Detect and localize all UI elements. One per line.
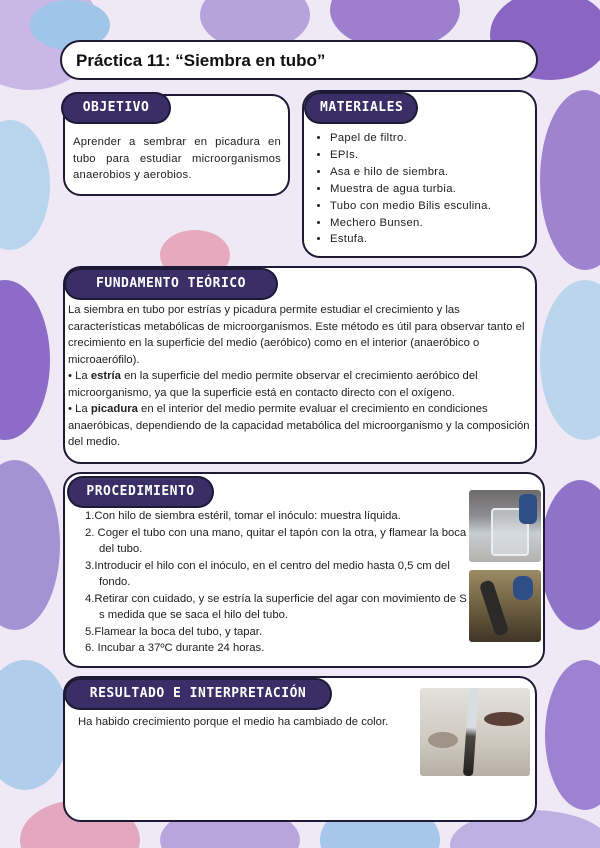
objetivo-text: Aprender a sembrar en picadura en tubo para estudiar microorganismos anaerobios y aerobios. (73, 136, 281, 181)
objetivo-heading: OBJETIVO (63, 94, 169, 122)
procedimiento-step: 3.Introducir el hilo con el inóculo, en el centro del medio hasta 0,5 cm del fondo. (85, 559, 450, 588)
procedimiento-step: 5.Flamear la boca del tubo, y tapar. (85, 625, 263, 638)
fundamento-estria: • La estría en la superficie del medio permite observar el crecimiento aeróbico del microorganismo, ya que la superficie está en contacto directo con el oxígeno. (68, 370, 478, 399)
resultado-heading: RESULTADO E INTERPRETACIÓN (66, 680, 330, 708)
fundamento-intro: La siembra en tubo por estrías y picadura permite estudiar el crecimiento y las características metabólicas de microorganismos. Este método es útil para observar tanto el crecimiento en la superficie del medio (aeróbico) como en el interior (anaeróbico o microaerófilo). (68, 304, 525, 366)
resultado-photo-tubo (420, 688, 530, 776)
procedimiento-step: 4.Retirar con cuidado, y se estría la superficie del agar con movimiento de S s medida que se saca el hilo del tubo. (85, 592, 467, 621)
procedimiento-steps (85, 508, 469, 657)
materiales-item: • EPIs. (330, 147, 544, 164)
fundamento-picadura: • La picadura en el interior del medio permite evaluar el crecimiento en condiciones anaeróbicas, dependiendo de la capacidad metabólica del microorganismo y la composición del medio. (68, 403, 530, 448)
fundamento-text (68, 302, 530, 451)
materiales-heading: MATERIALES (306, 94, 416, 122)
procedimiento-step: 2. Coger el tubo con una mano, quitar el tapón con la otra, y flamear la boca del tubo. (85, 526, 467, 555)
resultado-text: Ha habido crecimiento porque el medio ha cambiado de color. (78, 716, 389, 728)
procedimiento-step: 6. Incubar a 37ºC durante 24 horas. (85, 642, 265, 654)
materiales-item: • Muestra de agua turbia. (330, 181, 544, 198)
procedimiento-photo-inoculo (469, 490, 541, 562)
materiales-item: • Tubo con medio Bilis esculina. (330, 198, 544, 215)
materiales-item: • Estufa. (330, 231, 544, 248)
picadura-term: picadura (90, 403, 138, 415)
procedimiento-heading: PROCEDIMIENTO (69, 478, 212, 506)
fundamento-heading: FUNDAMENTO TEÓRICO (66, 270, 276, 298)
materiales-item: • Asa e hilo de siembra. (330, 164, 544, 181)
procedimiento-photo-siembra (469, 570, 541, 642)
materiales-list (314, 130, 544, 248)
estria-term: estría (90, 370, 121, 382)
materiales-item: • Papel de filtro. (330, 130, 544, 147)
materiales-item: • Mechero Bunsen. (330, 215, 544, 232)
page-title: Práctica 11: “Siembra en tubo” (60, 40, 538, 80)
procedimiento-step: 1.Con hilo de siembra estéril, tomar el inóculo: muestra líquida. (85, 510, 401, 522)
